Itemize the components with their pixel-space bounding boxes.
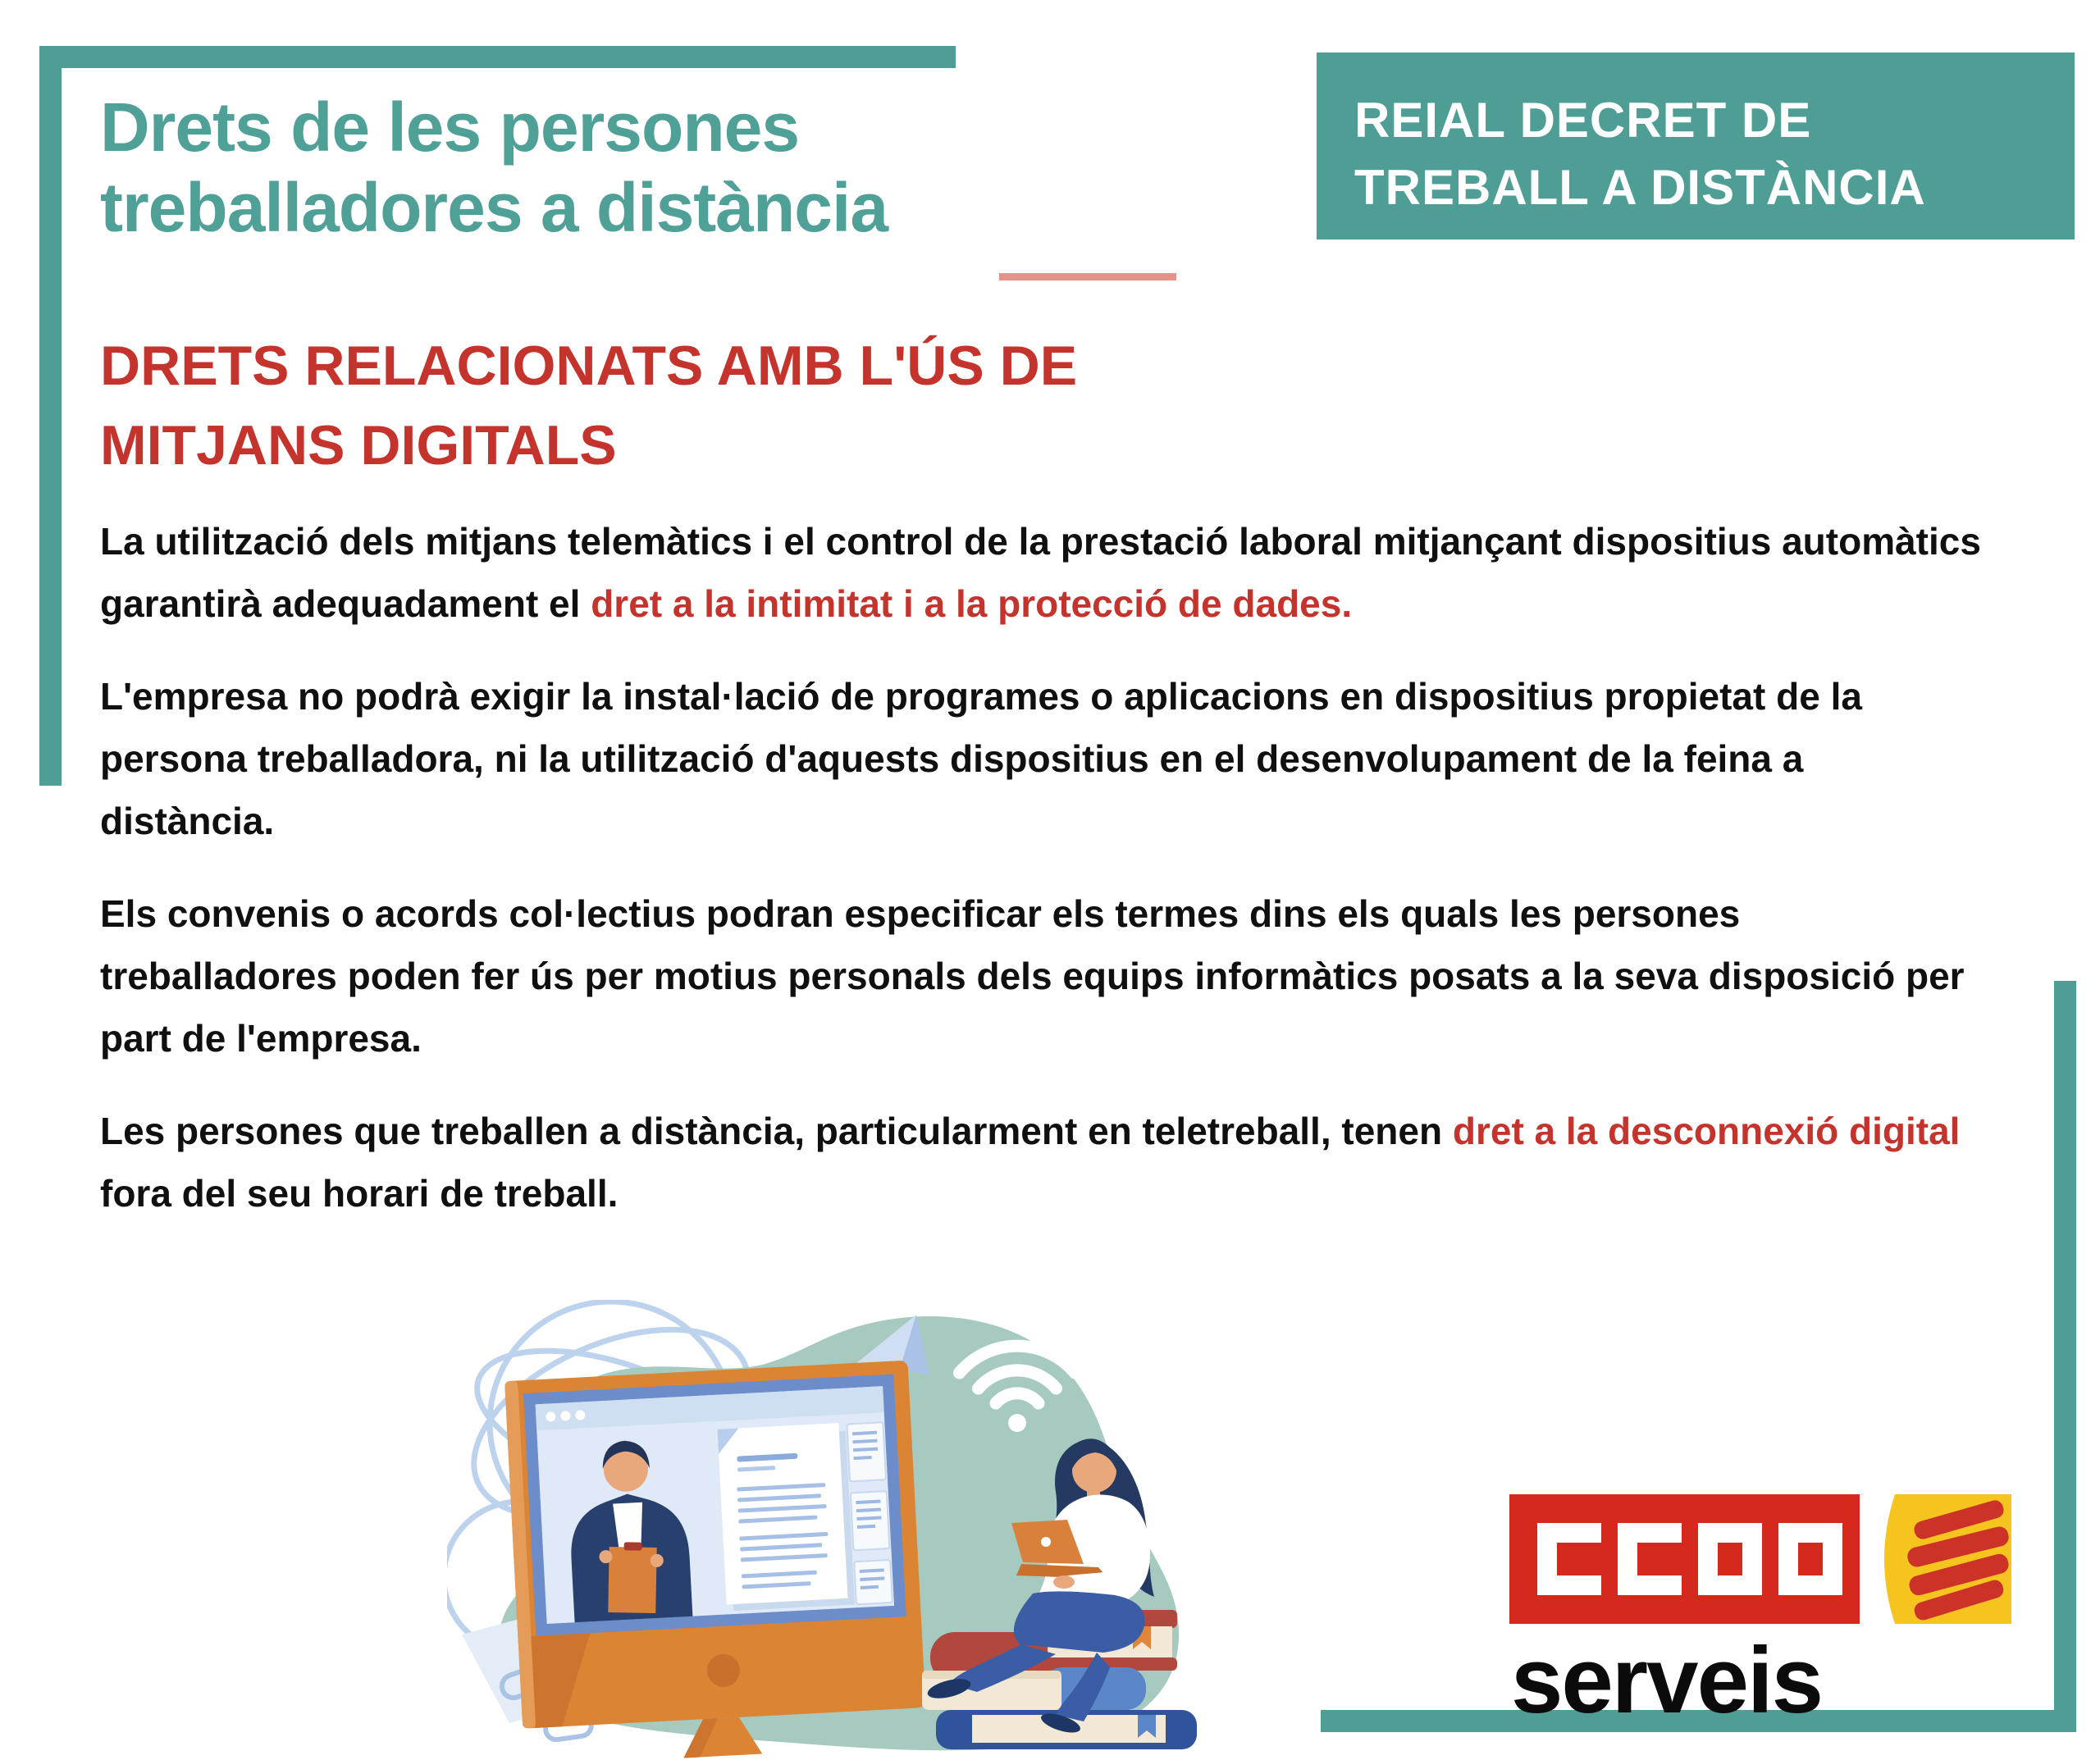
text-segment: L'empresa no podrà exigir la instal·lació de programes o aplicacions en dispositius propietat de la persona treballadora, ni la utilització d'aquests dispositius en el desenvolupament de la feina a distància.	[100, 675, 1862, 842]
salmon-divider	[999, 273, 1176, 280]
shared-document	[718, 1423, 855, 1612]
top-left-bracket-horizontal	[39, 46, 956, 68]
highlighted-text: dret a la intimitat i a la protecció de dades.	[591, 582, 1353, 625]
text-segment: fora del seu horari de treball.	[100, 1172, 619, 1215]
body-text	[100, 510, 1987, 1255]
ccoo-logo	[1509, 1494, 2011, 1760]
decree-badge	[1317, 52, 2075, 239]
decree-badge-label: REIAL DECRET DE TREBALL A DISTÀNCIA	[1354, 93, 1926, 215]
text-segment: Les persones que treballen a distància, particularment en teletreball, tenen	[100, 1110, 1453, 1152]
monitor	[504, 1361, 928, 1760]
page-title: Drets de les persones treballadores a distància	[100, 89, 888, 246]
section-heading: DRETS RELACIONATS AMB L'ÚS DE MITJANS DIGITALS	[100, 335, 1078, 476]
text-segment: La utilització dels mitjans telemàtics i el control de la prestació laboral mitjançant dispositius automàtics garantirà adequadament el	[100, 520, 1981, 625]
bottom-right-bracket-vertical	[2054, 981, 2076, 1732]
ccoo-subbrand: serveis	[1511, 1629, 1823, 1733]
body-paragraph	[100, 882, 1987, 1069]
remote-work-illustration	[447, 1300, 1374, 1760]
body-paragraph	[100, 1100, 1987, 1224]
ccoo-emblem	[1509, 1494, 2011, 1624]
top-left-bracket-vertical	[39, 46, 62, 786]
body-paragraph	[100, 510, 1987, 635]
body-paragraph	[100, 665, 1987, 852]
highlighted-text: dret a la desconnexió digital	[1452, 1110, 1961, 1152]
text-segment: Els convenis o acords col·lectius podran especificar els termes dins els quals les persones treballadores poden fer ús per motius personals dels equips informàtics posats a la seva disposició per part de l'empresa.	[100, 892, 1965, 1060]
ccoo-red-box	[1509, 1494, 1860, 1624]
